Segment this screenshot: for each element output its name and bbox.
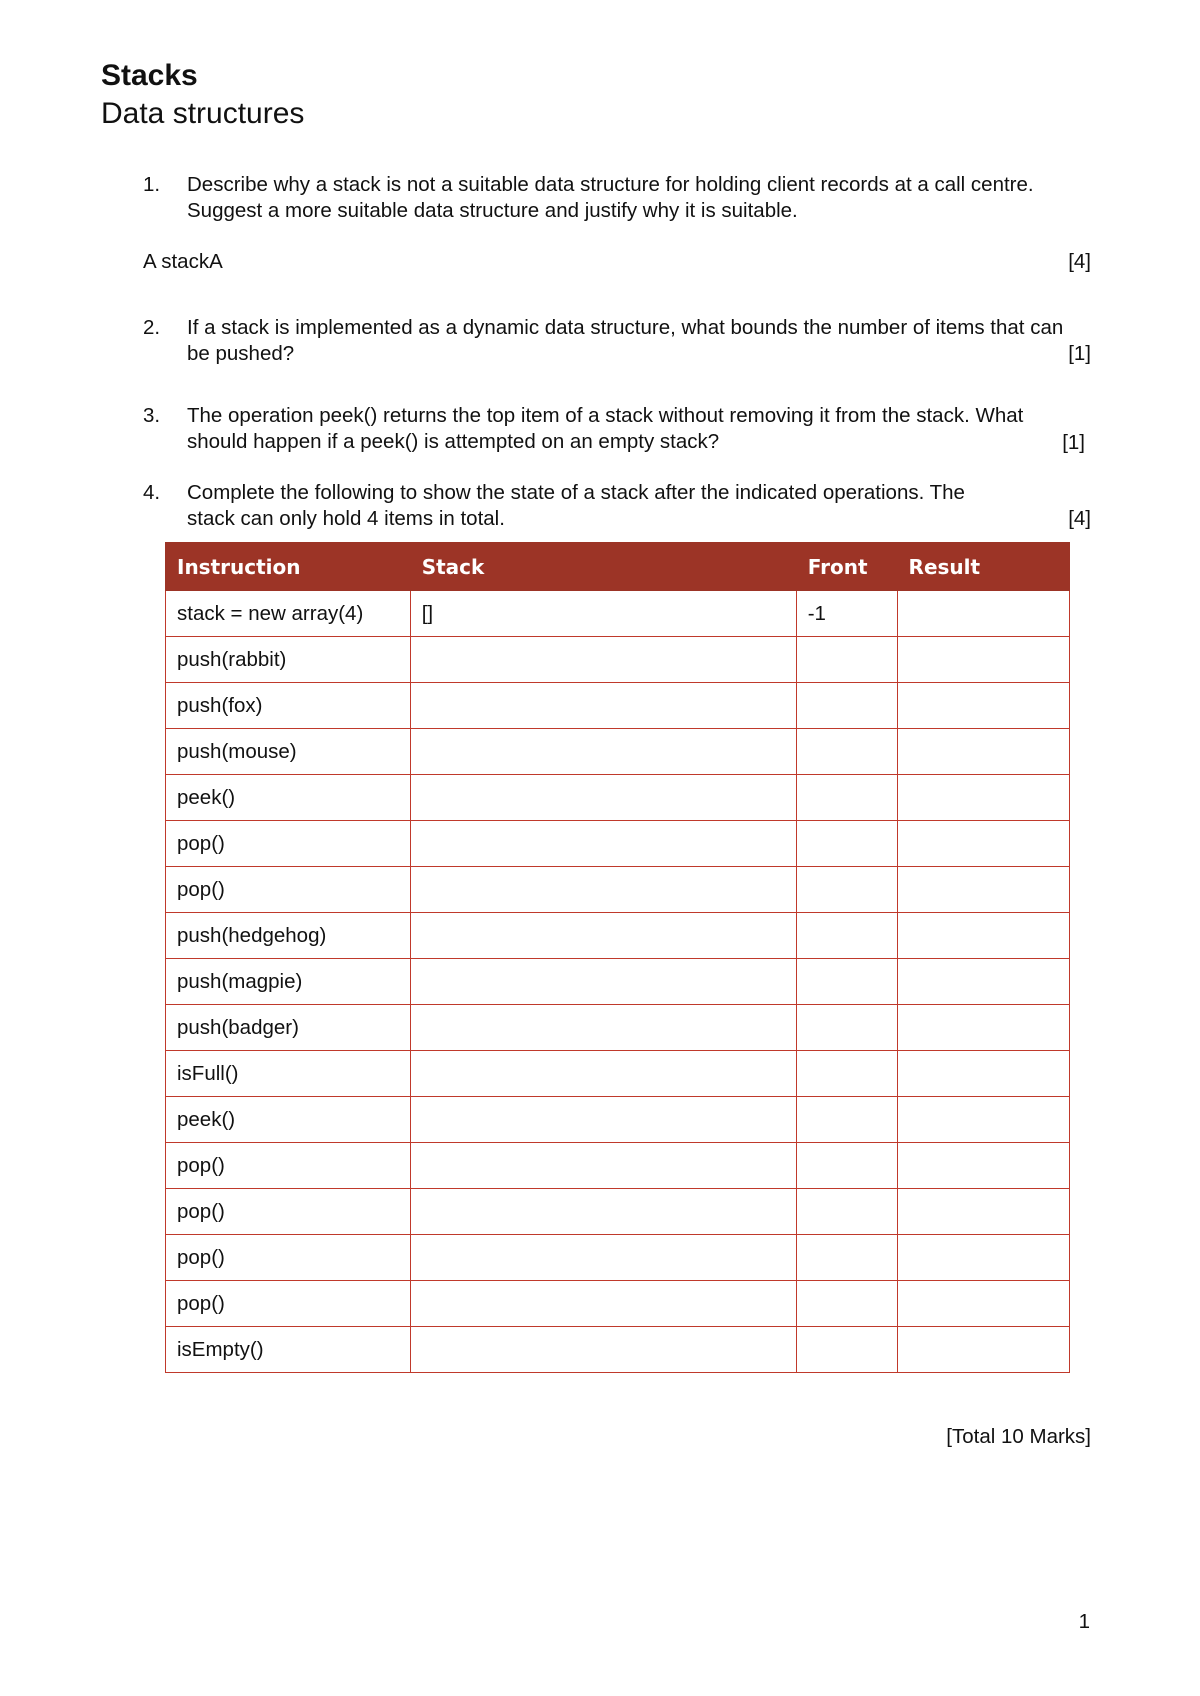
result-cell[interactable] <box>897 1327 1069 1373</box>
page-number: 1 <box>1078 1610 1090 1633</box>
front-cell[interactable]: -1 <box>796 591 897 637</box>
front-cell[interactable] <box>796 775 897 821</box>
stack-cell[interactable] <box>410 1097 796 1143</box>
front-cell[interactable] <box>796 1051 897 1097</box>
instruction-cell: isFull() <box>166 1051 411 1097</box>
stack-cell[interactable] <box>410 1051 796 1097</box>
instruction-cell: pop() <box>166 867 411 913</box>
instruction-cell: push(fox) <box>166 683 411 729</box>
result-cell[interactable] <box>897 1189 1069 1235</box>
header-instruction: Instruction <box>166 543 411 591</box>
instruction-cell: isEmpty() <box>166 1327 411 1373</box>
instruction-cell: push(rabbit) <box>166 637 411 683</box>
table-row <box>166 867 1070 913</box>
header-result: Result <box>897 543 1069 591</box>
result-cell[interactable] <box>897 1143 1069 1189</box>
instruction-cell: pop() <box>166 1189 411 1235</box>
stack-cell[interactable] <box>410 867 796 913</box>
front-cell[interactable] <box>796 1189 897 1235</box>
front-cell[interactable] <box>796 1235 897 1281</box>
table-row <box>166 959 1070 1005</box>
stack-cell[interactable] <box>410 913 796 959</box>
front-cell[interactable] <box>796 959 897 1005</box>
result-cell[interactable] <box>897 1281 1069 1327</box>
table-row <box>166 637 1070 683</box>
question-4-number: 4. <box>143 481 161 504</box>
table-row <box>166 1189 1070 1235</box>
result-cell[interactable] <box>897 1235 1069 1281</box>
total-marks: [Total 10 Marks] <box>946 1425 1091 1448</box>
front-cell[interactable] <box>796 1327 897 1373</box>
question-2 <box>0 315 1200 375</box>
result-cell[interactable] <box>897 913 1069 959</box>
instruction-cell: stack = new array(4) <box>166 591 411 637</box>
stack-cell[interactable] <box>410 637 796 683</box>
result-cell[interactable] <box>897 1097 1069 1143</box>
result-cell[interactable] <box>897 959 1069 1005</box>
stack-cell[interactable] <box>410 959 796 1005</box>
stack-cell[interactable] <box>410 683 796 729</box>
instruction-cell: peek() <box>166 1097 411 1143</box>
question-4 <box>0 480 1200 540</box>
instruction-cell: pop() <box>166 821 411 867</box>
stack-operations-table <box>165 542 1070 1373</box>
result-cell[interactable] <box>897 1005 1069 1051</box>
table-row <box>166 1051 1070 1097</box>
page-title: Stacks <box>101 59 198 92</box>
front-cell[interactable] <box>796 1281 897 1327</box>
table-row <box>166 1005 1070 1051</box>
front-cell[interactable] <box>796 1143 897 1189</box>
table-row <box>166 821 1070 867</box>
question-3-marks: [1] <box>1062 431 1085 454</box>
front-cell[interactable] <box>796 867 897 913</box>
question-1-marks: [4] <box>1068 250 1091 273</box>
instruction-cell: peek() <box>166 775 411 821</box>
stack-cell[interactable] <box>410 729 796 775</box>
table-row <box>166 913 1070 959</box>
table-row <box>166 1097 1070 1143</box>
table-row <box>166 1327 1070 1373</box>
stack-cell[interactable] <box>410 1005 796 1051</box>
instruction-cell: push(hedgehog) <box>166 913 411 959</box>
instruction-cell: push(magpie) <box>166 959 411 1005</box>
front-cell[interactable] <box>796 821 897 867</box>
question-3-number: 3. <box>143 404 161 427</box>
question-3-text: The operation peek() returns the top item of a stack without removing it from the stack. What should happen if a peek() is attempted on an empty stack? <box>187 404 1024 453</box>
stack-cell[interactable] <box>410 1281 796 1327</box>
page-subtitle: Data structures <box>101 97 305 130</box>
header-stack: Stack <box>410 543 796 591</box>
front-cell[interactable] <box>796 729 897 775</box>
result-cell[interactable] <box>897 1051 1069 1097</box>
front-cell[interactable] <box>796 637 897 683</box>
instruction-cell: push(badger) <box>166 1005 411 1051</box>
result-cell[interactable] <box>897 867 1069 913</box>
question-4-marks: [4] <box>1068 507 1091 530</box>
question-1 <box>0 172 1200 232</box>
front-cell[interactable] <box>796 913 897 959</box>
question-3 <box>0 403 1200 463</box>
front-cell[interactable] <box>796 683 897 729</box>
table-row <box>166 1281 1070 1327</box>
question-2-text: If a stack is implemented as a dynamic data structure, what bounds the number of items that can be pushed? <box>187 316 1064 365</box>
table-row <box>166 729 1070 775</box>
result-cell[interactable] <box>897 637 1069 683</box>
question-2-marks: [1] <box>1068 342 1091 365</box>
table-row <box>166 683 1070 729</box>
stack-cell[interactable] <box>410 775 796 821</box>
table-row <box>166 1143 1070 1189</box>
question-2-number: 2. <box>143 316 161 339</box>
result-cell[interactable] <box>897 775 1069 821</box>
stack-cell[interactable]: [] <box>410 591 796 637</box>
result-cell[interactable] <box>897 683 1069 729</box>
table-row <box>166 1235 1070 1281</box>
question-1-answer: A stackA <box>143 250 223 273</box>
table-header-row <box>166 543 1070 591</box>
stack-cell[interactable] <box>410 1143 796 1189</box>
stack-cell[interactable] <box>410 1189 796 1235</box>
table-row <box>166 775 1070 821</box>
stack-cell[interactable] <box>410 1235 796 1281</box>
header-front: Front <box>796 543 897 591</box>
front-cell[interactable] <box>796 1097 897 1143</box>
question-1-number: 1. <box>143 173 161 196</box>
result-cell[interactable] <box>897 821 1069 867</box>
instruction-cell: push(mouse) <box>166 729 411 775</box>
question-1-text: Describe why a stack is not a suitable data structure for holding client records at a call centre. Suggest a more suitable data structure and justify why it is suitable. <box>187 173 1034 222</box>
table-body <box>166 591 1070 1373</box>
result-cell[interactable] <box>897 729 1069 775</box>
instruction-cell: pop() <box>166 1281 411 1327</box>
front-cell[interactable] <box>796 1005 897 1051</box>
question-4-text: Complete the following to show the state of a stack after the indicated operations. The stack can only hold 4 items in total. <box>187 481 965 530</box>
result-cell[interactable] <box>897 591 1069 637</box>
instruction-cell: pop() <box>166 1235 411 1281</box>
instruction-cell: pop() <box>166 1143 411 1189</box>
stack-cell[interactable] <box>410 1327 796 1373</box>
stack-cell[interactable] <box>410 821 796 867</box>
table-row <box>166 591 1070 637</box>
